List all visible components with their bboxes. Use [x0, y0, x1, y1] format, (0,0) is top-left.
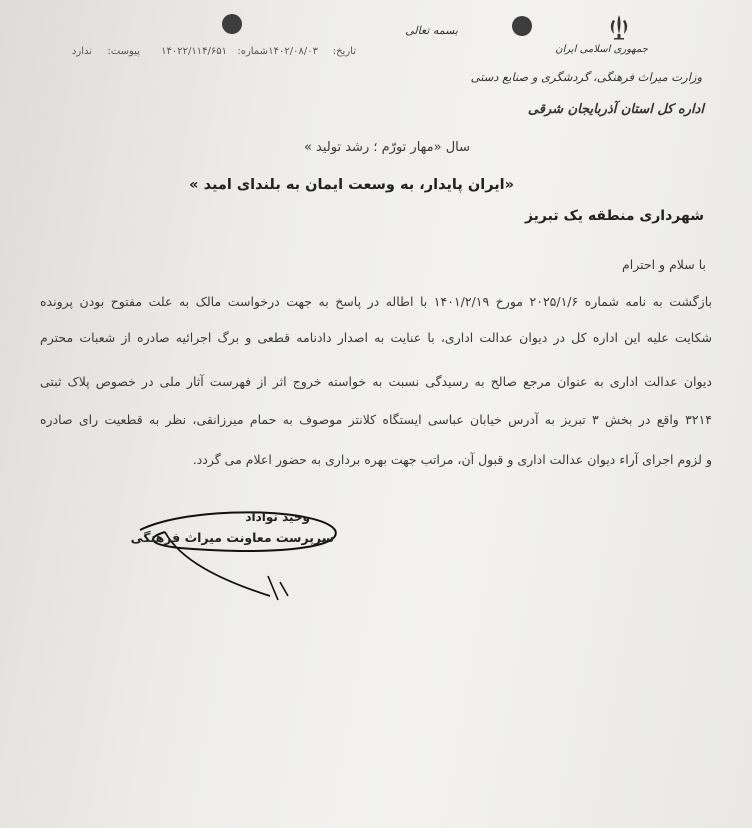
body-line-3: دیوان عدالت اداری به عنوان مرجع صالح به رسیدگی نسبت به خواسته خروج اثر از فهرست آثار ملی در خصوص پلاک ثبتی [40, 374, 712, 389]
bismillah: بسمه تعالی [405, 24, 458, 37]
attachment-label: پیوست: [107, 46, 140, 57]
emblem-icon [604, 12, 634, 42]
signatory-name: وحید نواداد [245, 510, 310, 524]
body-line-1: بازگشت به نامه شماره ۲۰۲۵/۱/۶ مورخ ۱۴۰۱/۲/۱۹ با اطاله در پاسخ به جهت درخواست مالک به علت مفتوح بودن پرونده [40, 294, 712, 309]
greeting: با سلام و احترام [622, 257, 706, 272]
recipient: شهرداری منطقه یک تبریز [524, 208, 704, 224]
attachment-value: ندارد [71, 46, 92, 57]
body-line-2: شکایت علیه این اداره کل در دیوان عدالت اداری، با عنایت به اصدار دادنامه قطعی و برگ اجرائیه صادره از شعبات محترم [40, 330, 712, 345]
department-name: اداره کل استان آذربایجان شرقی [527, 102, 704, 117]
date-label: تاریخ: [332, 46, 356, 57]
number-label: شماره: [237, 46, 268, 57]
body-line-5: و لزوم اجرای آراء دیوان عدالت اداری و قبول آن، مراتب جهت بهره برداری به حضور اعلام می گردد. [192, 452, 712, 467]
number-value: ۱۴۰۲۲/۱۱۴/۶۵۱ [161, 46, 227, 57]
signatory-title: سرپرست معاونت میراث فرهنگی [130, 530, 334, 545]
ministry-name: وزارت میراث فرهنگی، گردشگری و صنایع دستی [470, 70, 702, 84]
punch-hole-right [512, 16, 532, 36]
body-line-4: ۳۲۱۴ واقع در بخش ۳ تبریز به آدرس خیابان عباسی ایستگاه کلانتر موصوف به حمام میرزانقی، نظر به قطعیت رای صادره [40, 412, 712, 427]
date-value: ۱۴۰۲/۰۸/۰۳ [268, 46, 318, 57]
motto-year: سال «مهار تورّم ؛ رشد تولید » [303, 140, 470, 155]
country-name: جمهوری اسلامی ایران [555, 44, 648, 55]
punch-hole-left [222, 14, 242, 34]
motto-slogan: «ایران پایدار، به وسعت ایمان به بلندای امید » [189, 177, 514, 193]
signature-scribble [120, 500, 360, 620]
